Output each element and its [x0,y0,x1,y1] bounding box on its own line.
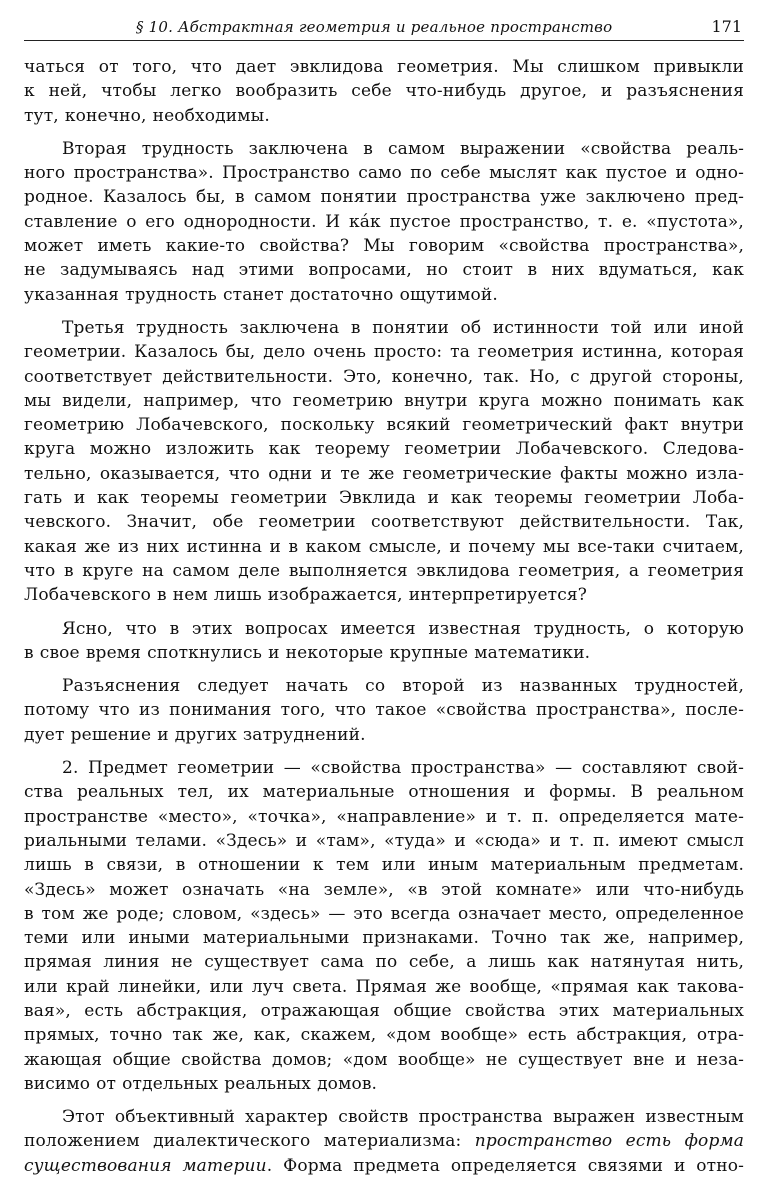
text-line: пространстве «место», «точка», «направление» и т. п. определяется мате- [24,806,744,827]
text-line [24,1129,744,1153]
text-line: Третья трудность заключена в понятии об истинности той или иной [62,317,744,338]
paragraph [24,1105,744,1178]
text-line: тут, конечно, необходимы. [24,105,270,126]
text-line: ного пространства». Пространство само по себе мыслят как пустое и одно- [24,163,744,184]
text-line: не задумываясь над этими вопросами, но стоит в них вдуматься, как [24,260,744,281]
text-line: тельно, оказывается, что одни и те же геометрические факты можно изла- [24,463,744,484]
running-title: § 10. Абстрактная геометрия и реальное пространство [136,18,613,36]
text-line: потому что из понимания того, что такое «свойства пространства», после- [24,700,744,721]
text-line: жающая общие свойства домов; «дом вообще» не существует вне и неза- [24,1049,744,1070]
text-line: Лобачевского в нем лишь изображается, интерпретируется? [24,585,588,606]
text-line: круга можно изложить как теорему геометрии Лобачевского. Следова- [24,439,744,460]
paragraph [24,316,744,608]
body-text [24,55,744,1178]
text-line: геометрию Лобачевского, поскольку всякий геометрический факт внутри [24,415,744,436]
text-line: «Здесь» может означать «на земле», «в этой комнате» или что-нибудь [24,879,744,900]
text-line: Разъяснения следует начать со второй из названных трудностей, [62,676,744,697]
book-page [24,14,744,1187]
text-line: в том же роде; словом, «здесь» — это всегда означает место, определенное [24,903,744,924]
text-line [24,1154,744,1178]
paragraph [24,137,744,307]
text-line: прямых, точно так же, как, скажем, «дом вообще» есть абстракция, отра- [24,1025,744,1046]
text-line: дует решение и других затруднений. [24,724,366,745]
text-line: теми или иными материальными признаками. Точно так же, например, [24,928,744,949]
text-line: может иметь какие-то свойства? Мы говорим «свойства пространства», [24,236,744,257]
text-line: что в круге на самом деле выполняется эвклидова геометрия, а геометрия [24,560,744,581]
paragraph [24,674,744,747]
text-line: прямая линия не существует сама по себе, а лишь как натянутая нить, [24,952,744,973]
paragraph [24,55,744,128]
text-line: Ясно, что в этих вопросах имеется известная трудность, о которую [62,618,744,639]
running-head [24,14,744,41]
text-line: 2. Предмет геометрии — «свойства пространства» — составляют свой- [62,758,744,779]
text-run: положением диалектического материализма: [24,1131,475,1152]
text-run: . Форма предмета определяется связями и отно- [266,1155,744,1176]
italic-run: существования материи [24,1155,267,1176]
text-line: вая», есть абстракция, отражающая общие свойства этих материальных [24,1000,744,1021]
text-line: в свое время споткнулись и некоторые крупные математики. [24,642,591,663]
text-line: или край линейки, или луч света. Прямая же вообще, «прямая как такова- [24,976,744,997]
italic-run: пространство есть форма [474,1131,745,1152]
text-line: лишь в связи, в отношении к тем или иным материальным предметам. [24,855,744,876]
text-line: гать и как теоремы геометрии Эвклида и как теоремы геометрии Лоба- [24,488,744,509]
text-line: соответствует действительности. Это, конечно, так. Но, с другой стороны, [24,366,744,387]
text-line: риальными телами. «Здесь» и «там», «туда» и «сюда» и т. п. имеют смысл [24,830,744,851]
paragraph [24,756,744,1096]
text-line [24,1105,744,1129]
text-line: геометрии. Казалось бы, дело очень просто: та геометрия истинна, которая [24,342,744,363]
page-number: 171 [711,17,742,36]
text-line: к ней, чтобы легко вообразить себе что-нибудь другое, и разъяснения [24,81,744,102]
text-line: родное. Казалось бы, в самом понятии пространства уже заключено пред- [24,187,744,208]
text-line: висимо от отдельных реальных домов. [24,1073,378,1094]
text-line: указанная трудность станет достаточно ощутимой. [24,284,498,305]
paragraph [24,617,744,666]
text-line: какая же из них истинна и в каком смысле, и почему мы все-таки считаем, [24,536,744,557]
text-line: чевского. Значит, обе геометрии соответствуют действительности. Так, [24,512,744,533]
text-line: Вторая трудность заключена в самом выражении «свойства реаль- [62,138,744,159]
text-line: мы видели, например, что геометрию внутри круга можно понимать как [24,390,744,411]
text-line: ставление о его однородности. И кáк пустое пространство, т. е. «пустота», [24,211,744,232]
text-line: ства реальных тел, их материальные отношения и формы. В реальном [24,782,744,803]
text-line: чаться от того, что дает эвклидова геометрия. Мы слишком привыкли [24,57,744,77]
text-run: Этот объективный характер свойств пространства выражен известным [62,1107,744,1128]
